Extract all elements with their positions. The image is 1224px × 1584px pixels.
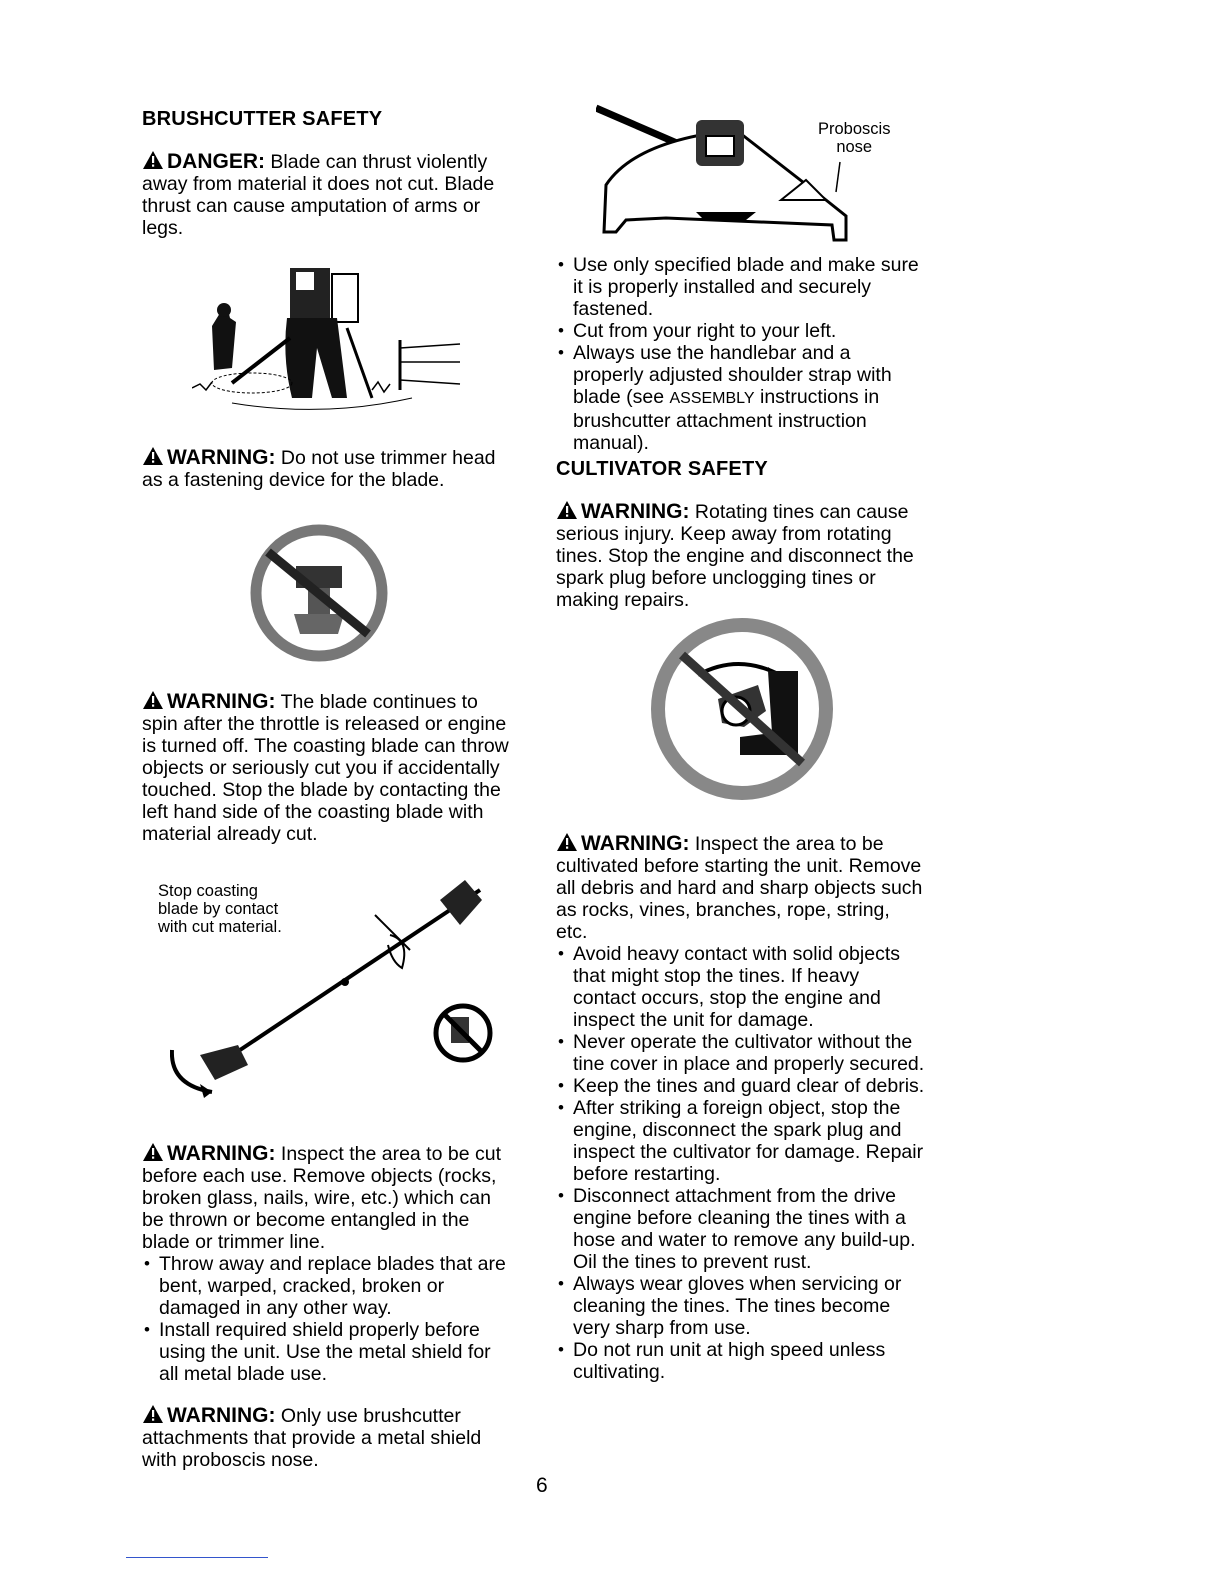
label-line: Proboscis: [818, 120, 891, 138]
cultivator-bullet-list: [556, 943, 926, 1383]
warning-text: Inspect the area to be cut before each use. Remove objects (rocks, broken glass, nails, wire, etc.) which can be thrown or become entangled in the blade or trimmer line.: [142, 1143, 501, 1253]
warning-triangle-icon: [556, 500, 578, 520]
caption-line: Stop coasting: [158, 882, 258, 900]
warning-label: WARNING:: [581, 500, 690, 523]
warning-inspect-area-block: [142, 1142, 514, 1385]
list-item: [556, 342, 926, 454]
warning-triangle-icon: [142, 446, 164, 466]
warning-label: WARNING:: [167, 1142, 276, 1165]
warning-proboscis-shield-block: [142, 1404, 514, 1471]
metal-shield-proboscis-illustration: [596, 100, 856, 246]
warning-triangle-icon: [142, 150, 164, 170]
prohibited-foot-tines-icon: [648, 615, 836, 803]
warning-text: Only use brushcutter attachments that provide a metal shield with proboscis nose.: [142, 1405, 482, 1471]
danger-block: [142, 150, 514, 239]
caption-line: blade by contact: [158, 900, 279, 918]
list-item: • Never operate the cultivator without the tine cover in place and properly secured.: [556, 1031, 926, 1075]
bullet-text: instructions in brushcutter attachment instruction manual).: [573, 386, 880, 454]
warning-label: WARNING:: [167, 1404, 276, 1427]
proboscis-label: [818, 120, 890, 156]
warning-rotating-tines-block: [556, 500, 926, 611]
footer-rule: [126, 1557, 268, 1558]
bullet-text: Always use the handlebar and a properly adjusted shoulder strap with blade (see: [573, 342, 892, 408]
warning-trimmer-head-block: [142, 446, 514, 491]
brushcutter-safety-heading: BRUSHCUTTER SAFETY: [142, 108, 383, 130]
list-item: • Do not run unit at high speed unless cultivating.: [556, 1339, 926, 1383]
list-item: • Avoid heavy contact with solid objects that might stop the tines. If heavy contact occurs, stop the engine and inspect the unit for damage.: [556, 943, 926, 1031]
prohibited-trimmer-head-icon: [248, 522, 390, 664]
warning-triangle-icon: [142, 690, 164, 710]
danger-label: DANGER:: [167, 150, 265, 173]
operator-brushcutter-illustration: [192, 258, 467, 418]
brushcutter-bullet-list: [142, 1253, 514, 1385]
caption-line: with cut material.: [158, 918, 282, 936]
warning-text: Inspect the area to be cultivated before starting the unit. Remove all debris and hard and sharp objects such as rocks, vines, branches, rope, string, etc.: [556, 833, 923, 943]
warning-label: WARNING:: [167, 446, 276, 469]
coasting-blade-trimmer-illustration: [170, 870, 510, 1100]
list-item: • After striking a foreign object, stop the engine, disconnect the spark plug and inspect the cultivator for damage. Repair before restarting.: [556, 1097, 926, 1185]
list-item: • Throw away and replace blades that are bent, warped, cracked, broken or damaged in any other way.: [142, 1253, 514, 1319]
warning-label: WARNING:: [581, 832, 690, 855]
warning-coasting-blade-block: [142, 690, 514, 845]
warning-inspect-cultivate-block: [556, 832, 926, 1383]
blade-bullet-list: [556, 254, 926, 454]
cultivator-safety-heading: CULTIVATOR SAFETY: [556, 458, 768, 480]
warning-text: Do not use trimmer head as a fastening device for the blade.: [142, 447, 496, 491]
list-item: • Always wear gloves when servicing or cleaning the tines. The tines become very sharp from use.: [556, 1273, 926, 1339]
list-item: • Disconnect attachment from the drive engine before cleaning the tines with a hose and water to remove any build-up. Oil the tines to prevent rust.: [556, 1185, 926, 1273]
label-line: nose: [836, 138, 873, 156]
assembly-reference: ASSEMBLY: [669, 390, 755, 407]
danger-text: Blade can thrust violently away from material it does not cut. Blade thrust can cause amputation of arms or legs.: [142, 151, 495, 239]
warning-text: The blade continues to spin after the throttle is released or engine is turned off. The coasting blade can throw objects or seriously cut you if accidentally touched. Stop the blade by contacting the left hand side of the coasting blade with material already cut.: [142, 691, 509, 845]
list-item: • Keep the tines and guard clear of debris.: [556, 1075, 926, 1097]
list-item: • Use only specified blade and make sure it is properly installed and securely fastened.: [556, 254, 926, 320]
list-item: • Cut from your right to your left.: [556, 320, 926, 342]
warning-text: Rotating tines can cause serious injury. Keep away from rotating tines. Stop the engine and disconnect the spark plug before unclogging tines or making repairs.: [556, 501, 914, 611]
warning-triangle-icon: [142, 1404, 164, 1424]
warning-label: WARNING:: [167, 690, 276, 713]
warning-triangle-icon: [556, 832, 578, 852]
warning-triangle-icon: [142, 1142, 164, 1162]
list-item: • Install required shield properly before using the unit. Use the metal shield for all metal blade use.: [142, 1319, 514, 1385]
page-number: 6: [536, 1474, 548, 1497]
